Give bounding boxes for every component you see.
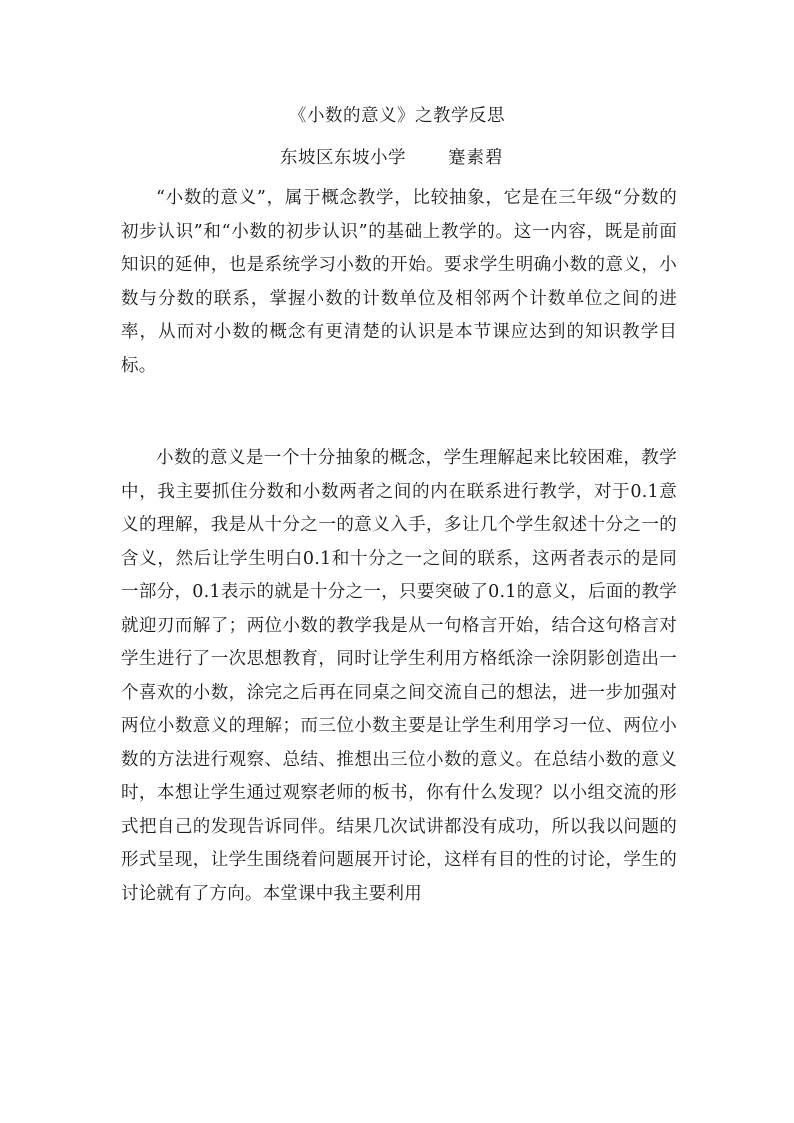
document-title: 《小数的意义》之教学反思 xyxy=(289,106,505,126)
paragraph-2: 小数的意义是一个十分抽象的概念，学生理解起来比较困难，教学中，我主要抓住分数和小数两者之间的内在联系进行教学，对于0.1意义的理解，我是从十分之一的意义入手，多让几个学生叙述十分之一的含义，然后让学生明白0.1和十分之一之间的联系，这两者表示的是同一部分，0.1表示的就是十分之一，只要突破了0.1的意义，后面的教学就迎刃而解了；两位小数的教学我是从一句格言开始，结合这句格言对学生进行了一次思想教育，同时让学生利用方格纸涂一涂阴影创造出一个喜欢的小数，涂完之后再在同桌之间交流自己的想法，进一步加强对两位小数意义的理解；而三位小数主要是让学生利用学习一位、两位小数的方法进行观察、总结、推想出三位小数的意义。在总结小数的意义时，本想让学生通过观察老师的板书，你有什么发现？以小组交流的形式把自己的发现告诉同伴。结果几次试讲都没有成功，所以我以问题的形式呈现，让学生围绕着问题展开讨论，这样有目的性的讨论，学生的讨论就有了方向。本堂课中我主要利用 xyxy=(121,448,677,904)
school-name: 东坡区东坡小学 xyxy=(280,148,406,168)
byline xyxy=(280,146,504,170)
author-name: 蹇素碧 xyxy=(448,148,504,168)
paragraph-1: “小数的意义”，属于概念教学，比较抽象，它是在三年级“分数的初步认识”和“小数的初步认识”的基础上教学的。这一内容，既是前面知识的延伸，也是系统学习小数的开始。要求学生明确小数的意义，小数与分数的联系，掌握小数的计数单位及相邻两个计数单位之间的进率，从而对小数的概念有更清楚的认识是本节课应达到的知识教学目标。 xyxy=(121,188,677,376)
